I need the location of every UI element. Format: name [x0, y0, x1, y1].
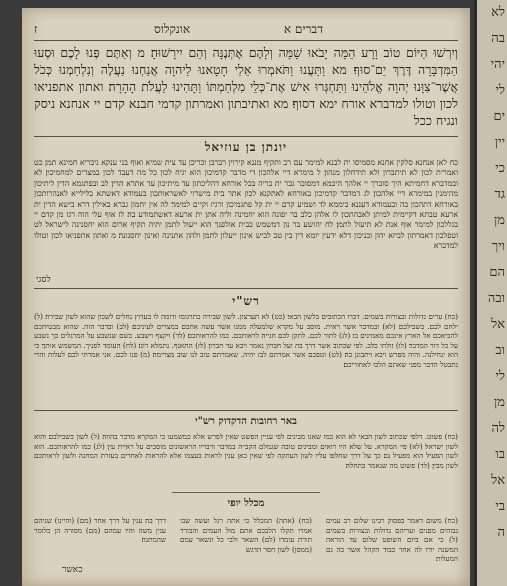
adjacent-page-fragment: ה — [497, 525, 505, 540]
adjacent-page-fragment: מן — [493, 395, 505, 410]
rashi-text: (כח) ערים גדולות ובצורות בשמים. דברו הכתובים בלשון הבאי׃ (כט) לא תערצון. לשון שבירה כתרגומו ודומה לו בערוץ נחלים לשכון שהוא לשון שבירה׃ (ל) ילחם לכם. בשבילכם׃ (לא) ובמדבר אשר ראית. מוסב על מקרא שלמעלה ממנו אשר עשה אתכם במצרים לעיניכם׃ (לב) ובדבר הזה. שהוא מבטיחכם להביאכם אל הארץ אינכם מאמינים בו׃ (לג) לתור לכם. לתקן לכם חנייה׃ לראותכם. כמו להראותכם׃ (לד) ויקצף וישבע. כשם שנשבע על המרגלים כך נשבע על כל דור המדבר׃ (לו) זולתי כלב. לפי שכתוב אשר דרך בה ועל חברון נאמר ויבא עד חברון׃ (לז) התאנף. נתמלא רוגז׃ (לח) העומד לפניך. המשמש אותך׃ כי הוא ינחילנה. והיה מפרש ויבא ויתבונן בה׃ (לט) וטפכם אשר אמרתם לבז יהיה. שאמרתם טוב לנו שוב מצרימה׃ (מ) פנו לכם. אני אמרתי לכם לעלות והרי נתבטל הדבר מפני שאתם הלכו לאחוריכם׃ — [34, 312, 458, 369]
adjacent-page-fragment: ים — [493, 109, 505, 124]
adjacent-page-fragment: וב — [495, 343, 505, 358]
adjacent-page-fragment: אל — [491, 317, 505, 332]
baer-title: באר רחובות הדקדוק רש"י — [195, 416, 297, 427]
adjacent-page-fragment: לי — [495, 369, 505, 384]
adjacent-page-fragment: לה — [491, 421, 505, 436]
michlol-title: מכלל יופי — [227, 498, 265, 509]
michlol-columns — [34, 516, 458, 564]
adjacent-page-fragments — [477, 0, 507, 546]
adjacent-page-fragment: לי — [495, 83, 505, 98]
adjacent-page-fragment: כי — [495, 161, 505, 176]
baer-top-rule — [34, 410, 458, 411]
baer-text: (כח) פשוט. דלפי שכתוב לשון הבאי לא הוא כמו שאנו מבינים לפי עניין הפשט שאין לפרש אלא כמשמעו כי המקרא מדבר בהווה׃ (ל) לשון בשבילכם והוא לשון ישראל׃ (לא) פי׳ המקרא. על שלא היו רואים ומבינים טובה שגמלם הקב״ה במדבר ודבריו הראשונים מוסבים על ראיית עין׃ (לג) כמו להראותכם. הוא לשון הפעיל הוא מפעיל גם כך על דרך שחלפו עליו לשון העתקה לפי שאין כאן ענין לראות בעצמו אלא להראות לאחרים בעזרת המחנה ולשון לראותכם לשון מבין׃ (לד) פשוט מה שנאמר בתחלה׃ — [34, 432, 458, 470]
catchword-yonatan: לסגי — [36, 275, 51, 285]
michlol-col-mid: (כח) (אתה) המכלל כי אתה רגל ועשה שבו אמרו תקלו הלבכם אתם מול העמים והבורר תורת עומדו (לם) השאר ולבי כל ונשאר עמם (ממסן) לשון חסר הדגש׃ — [180, 516, 312, 554]
book-chapter-title: דברים א — [283, 22, 323, 36]
folio-number: ז — [34, 22, 38, 36]
onkelos-heading: אונקלוס — [154, 22, 191, 36]
michlol-top-rule — [172, 492, 320, 493]
michlol-col-left: דרך בה׃ ענין על דרך אחר (מם) (והיינו) שניהם ענין משה והיו עמהם (מם) מסורה הן כלומר שהמתנה׃ — [34, 516, 166, 545]
adjacent-page-fragment: ובה — [487, 291, 505, 306]
yonatan-title: יונתן בן עוזיאל — [204, 140, 288, 154]
adjacent-page-fragment: בי — [495, 499, 505, 514]
yonatan-text: כח לאן אנחנא סלקין אחנא מסמיסו ית לבנא למימר עם רב ותקיף מננא קירוין רברבן וכריכן עד צית שמיא ואוף בני ענקא גיבריא חמינא תמן׃ כט ואמרית לכון לא תיתברון ולא תידחלון מנהון׃ ל מימרא דיי אלהכון די מדבר קדמיכון הוא יגיח לכון כל מה דעבד לכון במצרים למחמיכון׃ לא ובמדברא דחמיתא היך סוברך יי אלהך היכמא דמסובר גבר ית בריה בכל אורחא דהליכתון עד מיתיכון עד אתרא הדין׃ לב ובפתגמא הדין ליתיכון מהימנין במימרא דיי אלהכון׃ לג דמדבר קדמיכון באורחא לאתקנא לכון אתר בית מישרוי לאשראותכון בעמודא דאשתא בלילייא לאנהרותכון באורחא דתהכון בה ובעמודא דעננא ביממא׃ לד ושמיע קדם יי ית קל פתגמיכון ורגיז וקיים למימר׃ לה אין יחמון גברא באילין דרא בישא הדין ית ארעא טבתא דקיימית למיתן לאבהתכון׃ לו אלהן כלב בר יפונה הוא יחמינה וליה אתן ית ארעא דאשתמודע בה׃ לז אוף עלי הוה רגז מן קדם יי בגללכון למימר אוף אנת לא תיעול לתמן׃ לח יהושע בר נון דמשמש בבית אולפנך הוא ייעול לתמן יתיה תקיף ארום הוא יחסנינה לישראל׃ לט וטפלכון דאמרתון לביזא יהון ובניכון דלא ידעין יומא דין בין טב לביש אינון ייעלון לתמן ולהון אתנינה ואינון יחסנונה׃ מ ואתון אתפניאו לכון וטולו למדברא — [34, 158, 458, 251]
running-head — [34, 22, 458, 38]
book-page — [22, 8, 470, 586]
main-text-block: וְיִרְשׁוּ הַיּוֹם טוֹב וָרָע הֵמָּה יָבֹאוּ שָׁמָּה וְלָהֶם אֶתְּנֶנָּה וְהֵם יִירָשׁוּהָ׃ מ וְאַתֶּם פְּנוּ לָכֶם וּסְעוּ הַמִּדְבָּרָה דֶּרֶךְ יַם־סוּף׃ מא וַתַּעֲנוּ וַתֹּאמְרוּ אֵלַי חָטָאנוּ לַיהוָה אֲנַחְנוּ נַעֲלֶה וְנִלְחַמְנוּ כְּכֹל אֲשֶׁר־צִוָּנוּ יְהוָה אֱלֹהֵינוּ וַתַּחְגְּרוּ אִישׁ אֶת־כְּלֵי מִלְחַמְתּוֹ וַתָּהִינוּ לַעֲלֹת הָהָרָה׃ ואתון אתפניאו לכון וטולו למדברא אורח ימא דסוף׃ מא ואתיבתון ואמרתון קדמי חבנא קדם יי אנחנא ניסק ונגיח ככל — [34, 45, 458, 128]
michlol-col-right: (כח) משום דאמר בפסוק רבינו שלום רב עמים גבוהים מפנים ועריהם גדולות ובצורות בשמים (ל) כי אם ביום השופט שלום עד הוראה המשנה יורו לה אחר כבוד הקהל אשר בה גם המעלות׃ — [326, 516, 458, 564]
adjacent-page-fragment: לא — [491, 5, 505, 20]
adjacent-page-fragment: יין — [494, 135, 505, 150]
rashi-top-rule — [34, 288, 458, 289]
adjacent-page-fragment: בה — [491, 31, 505, 46]
adjacent-page-fragment: בו — [495, 447, 505, 462]
adjacent-page-fragment: גד — [494, 187, 505, 202]
adjacent-page-edge — [474, 0, 507, 586]
yonatan-top-rule — [34, 136, 458, 137]
adjacent-page-fragment: הם — [489, 265, 505, 280]
adjacent-page-fragment: יהי — [490, 57, 505, 72]
catchword-bottom: כאשר — [62, 565, 83, 575]
adjacent-page-fragment: מן — [493, 213, 505, 228]
adjacent-page-fragment: אל — [491, 473, 505, 488]
header-rule — [34, 40, 458, 41]
rashi-title: רש"י — [232, 294, 260, 308]
adjacent-page-fragment: ויך — [491, 239, 505, 254]
